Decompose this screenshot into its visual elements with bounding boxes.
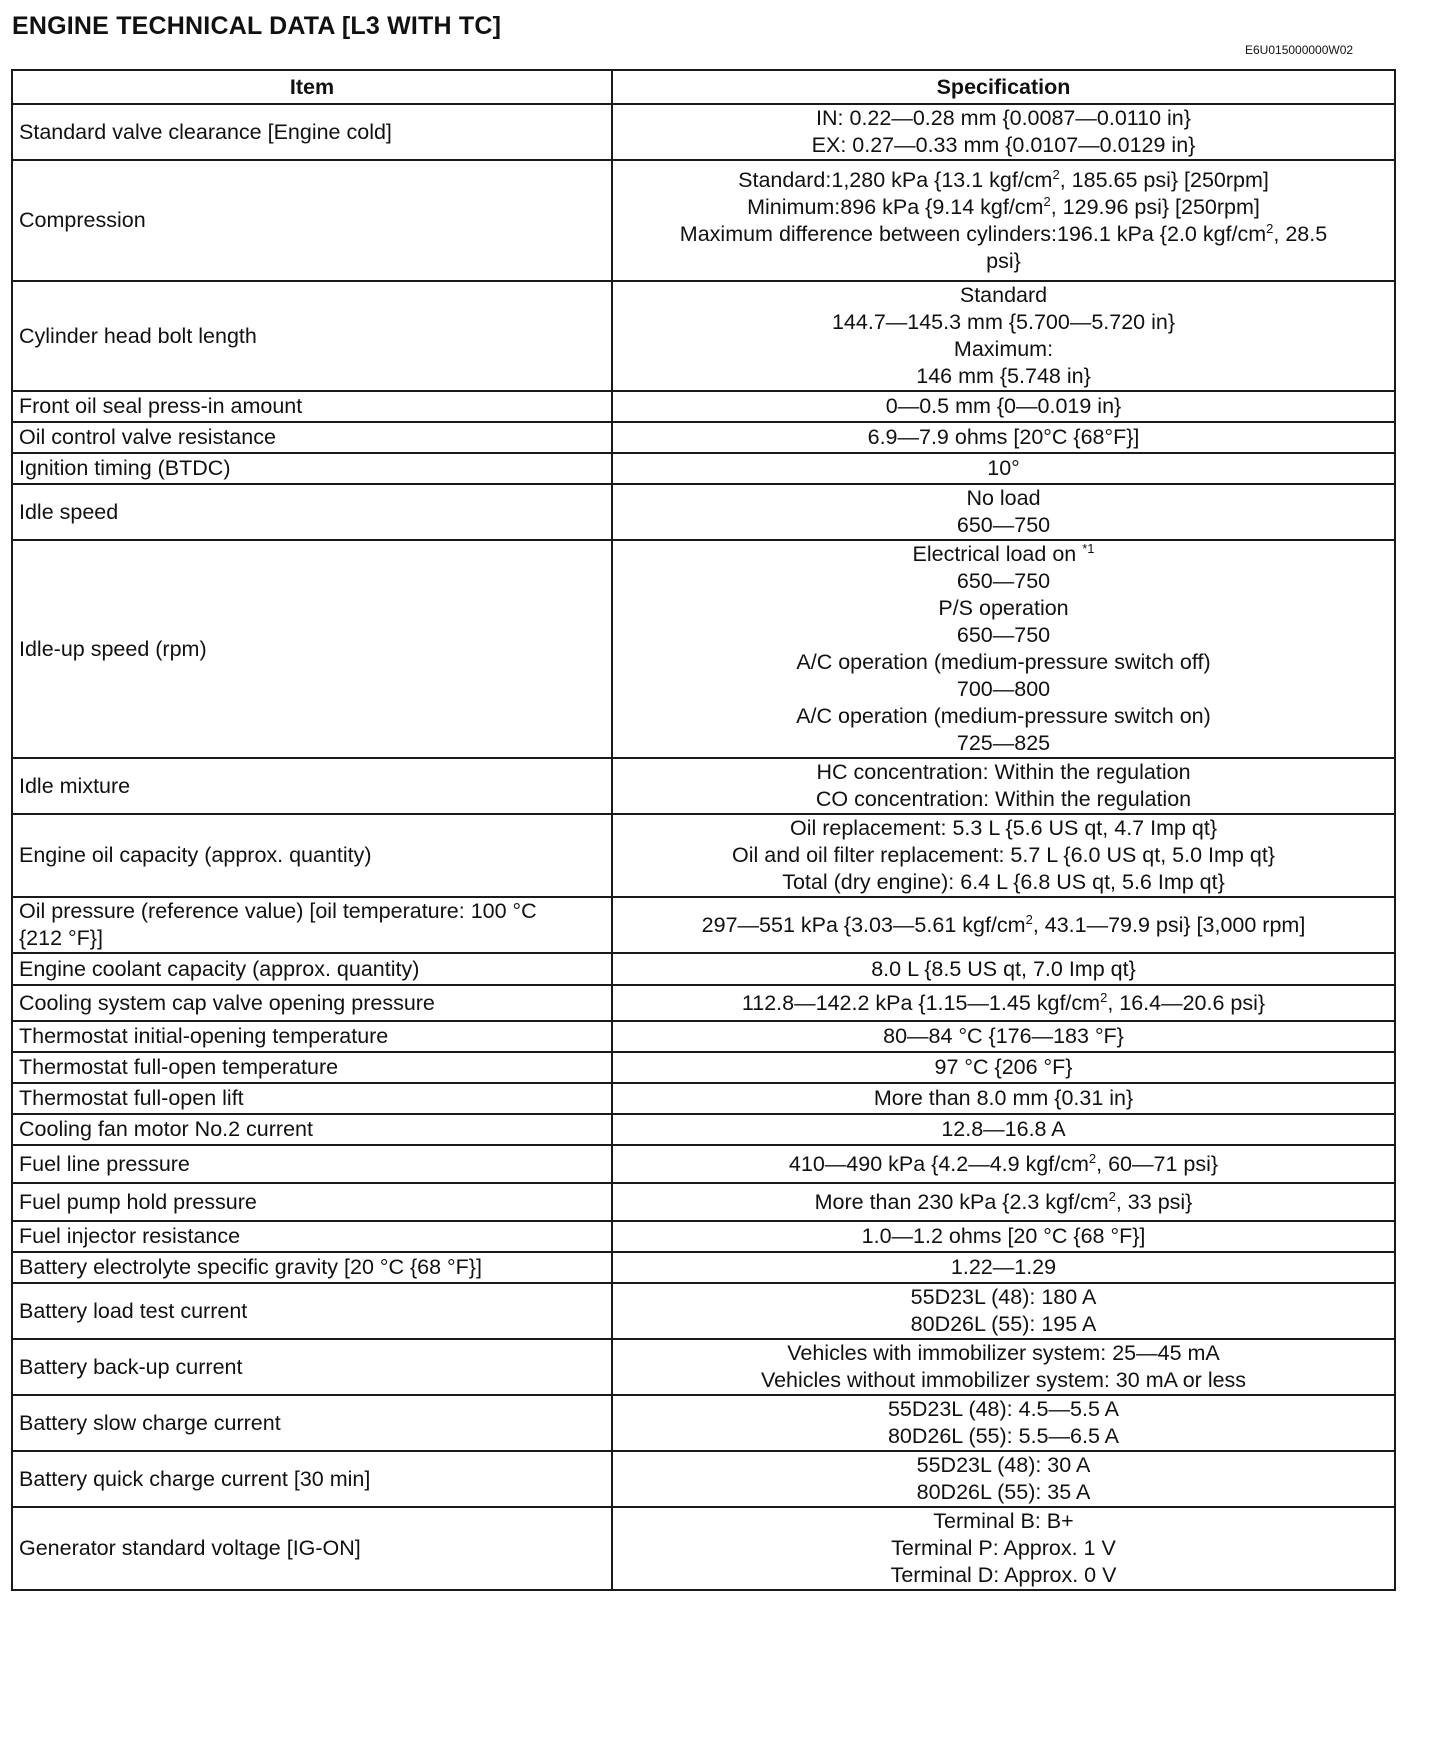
specification-line: 650—750 [956,513,1051,537]
specification-line: P/S operation [938,596,1069,620]
specification-cell [612,953,1395,985]
table-row [12,540,1395,758]
item-text: Generator standard voltage [IG-ON] [19,1536,361,1560]
specification-cell [612,422,1395,453]
item-text: Cooling fan motor No.2 current [19,1117,313,1141]
table-row [12,1252,1395,1283]
item-text: Engine coolant capacity (approx. quantity) [19,956,420,981]
item-cell [12,897,612,953]
document-code: E6U015000000W02 [1245,43,1354,57]
specification-cell [612,160,1395,281]
item-cell [12,422,612,453]
item-text: Cooling system cap valve opening pressure [19,990,435,1015]
item-column-header: Item [12,70,612,104]
item-cell [12,391,612,422]
specification-cell [612,104,1395,160]
specification-cell [612,1507,1395,1590]
specification-cell [612,1283,1395,1339]
specification-cell [612,1021,1395,1052]
specification-line: 97 °C {206 °F} [934,1055,1073,1079]
item-cell [12,758,612,814]
specification-line: Total (dry engine): 6.4 L {6.8 US qt, 5.6 Imp qt} [782,870,1225,894]
specification-line: Terminal D: Approx. 0 V [890,1563,1117,1587]
specification-line: Standard:1,280 kPa {13.1 kgf/$cm^2$, 185.65 psi} [250rpm] [738,166,1269,192]
specification-cell [612,281,1395,391]
item-cell [12,1221,612,1252]
item-cell [12,453,612,484]
specification-cell [612,1052,1395,1083]
table-row [12,104,1395,160]
item-text: Front oil seal press-in amount [19,394,303,418]
item-text: Standard valve clearance [Engine cold] [19,119,392,144]
specification-line: Electrical load on $^{*1}$ [912,541,1095,566]
specification-line: Vehicles without immobilizer system: 30 mA or less [760,1368,1247,1392]
table-row [12,1395,1395,1451]
specification-line: 650—750 [956,569,1051,593]
item-text: Battery slow charge current [19,1410,281,1435]
item-cell [12,160,612,281]
specification-column-header: Specification [612,70,1395,104]
specification-line: 650—750 [956,623,1051,647]
item-cell [12,1507,612,1590]
specification-line: A/C operation (medium-pressure switch on) [796,704,1211,728]
item-text: Engine oil capacity (approx. quantity) [19,843,372,867]
table-row [12,1145,1395,1183]
specification-line: Oil and oil filter replacement: 5.7 L {6.0 US qt, 5.0 Imp qt} [732,843,1275,867]
item-text: Thermostat full-open temperature [19,1055,339,1079]
item-text: Thermostat full-open lift [19,1086,244,1110]
specification-cell [612,814,1395,897]
item-text: Idle-up speed (rpm) [19,636,207,661]
item-cell [12,1451,612,1507]
table-row [12,1114,1395,1145]
item-text: Idle mixture [19,773,131,798]
specification-line: psi} [986,248,1021,273]
specification-line: Terminal B: B+ [933,1509,1074,1533]
specification-line: No load [966,486,1041,510]
table-row [12,453,1395,484]
specification-line: 80D26L (55): 195 A [910,1312,1097,1336]
item-cell [12,1283,612,1339]
specification-cell [612,1183,1395,1221]
specification-line: 112.8—142.2 kPa {1.15—1.45 kgf/$cm^2$, 16.4—20.6 psi} [741,989,1266,1015]
specification-line: Maximum difference between cylinders:196.1 kPa {2.0 kgf/$cm^2$, 28.5 [679,220,1328,246]
specification-line: 55D23L (48): 4.5—5.5 A [887,1397,1120,1421]
specification-line: A/C operation (medium-pressure switch off) [796,650,1211,674]
specification-line: Vehicles with immobilizer system: 25—45 mA [787,1341,1220,1365]
table-row [12,1283,1395,1339]
table-row [12,814,1395,897]
specification-line: 80D26L (55): 35 A [916,1480,1091,1504]
specification-cell [612,1145,1395,1183]
specification-cell [612,1083,1395,1114]
specification-line: 55D23L (48): 180 A [910,1285,1097,1309]
item-text: Battery back-up current [19,1354,243,1379]
item-cell [12,104,612,160]
specification-line: More than 230 kPa {2.3 kgf/$cm^2$, 33 psi} [814,1188,1193,1214]
header-row [12,70,1395,104]
item-cell [12,1083,612,1114]
specification-line: 144.7—145.3 mm {5.700—5.720 in} [831,310,1176,334]
item-cell [12,1052,612,1083]
specification-line: 0—0.5 mm {0—0.019 in} [885,394,1122,418]
item-text: Ignition timing (BTDC) [19,456,231,480]
item-text: Battery electrolyte specific gravity [20 °C {68 °F}] [19,1255,482,1279]
item-cell [12,540,612,758]
table-row [12,897,1395,953]
specification-line: 297—551 kPa {3.03—5.61 kgf/$cm^2$, 43.1—79.9 psi} [3,000 rpm] [701,911,1306,937]
table-row [12,1021,1395,1052]
specification-line: Terminal P: Approx. 1 V [891,1536,1116,1560]
specification-cell [612,484,1395,540]
specification-line: 12.8—16.8 A [941,1117,1066,1141]
table-row [12,1183,1395,1221]
specification-line: 700—800 [956,677,1051,701]
item-text: Battery quick charge current [30 min] [19,1466,371,1491]
table-row [12,281,1395,391]
item-cell [12,1114,612,1145]
specification-cell [612,540,1395,758]
specification-line: Standard [959,283,1048,307]
item-text: Battery load test current [19,1298,248,1323]
specification-cell [612,897,1395,953]
specification-cell [612,1114,1395,1145]
item-text: Cylinder head bolt length [19,323,257,348]
item-cell [12,814,612,897]
table-row [12,1339,1395,1395]
specification-line: EX: 0.27—0.33 mm {0.0107—0.0129 in} [811,133,1196,157]
specification-line: 80—84 °C {176—183 °F} [883,1024,1124,1048]
item-cell [12,1252,612,1283]
specification-line: 8.0 L {8.5 US qt, 7.0 Imp qt} [871,956,1136,981]
specification-line: 10° [987,456,1020,480]
table-row [12,758,1395,814]
item-text: Compression [19,208,146,232]
specification-line: 725—825 [956,731,1051,755]
specification-line: IN: 0.22—0.28 mm {0.0087—0.0110 in} [816,106,1191,130]
specification-cell [612,758,1395,814]
specification-line: 146 mm {5.748 in} [916,364,1091,388]
item-text: Fuel line pressure [19,1151,190,1176]
specification-line: Minimum:896 kPa {9.14 kgf/$cm^2$, 129.96 psi} [250rpm] [747,193,1260,219]
specification-line: 80D26L (55): 5.5—6.5 A [887,1424,1120,1448]
specification-line: 410—490 kPa {4.2—4.9 kgf/$cm^2$, 60—71 psi} [788,1150,1219,1176]
item-text: Fuel pump hold pressure [19,1189,257,1214]
item-cell [12,953,612,985]
specification-line: Oil replacement: 5.3 L {5.6 US qt, 4.7 Imp qt} [789,816,1218,840]
table-row [12,1052,1395,1083]
table-row [12,1221,1395,1252]
table-row [12,422,1395,453]
item-text: Oil pressure (reference value) [oil temperature: 100 °C [19,899,537,923]
table-row [12,391,1395,422]
table-row [12,1507,1395,1590]
specification-line: 55D23L (48): 30 A [916,1453,1091,1477]
item-text: Oil control valve resistance [19,425,276,449]
specification-cell [612,1339,1395,1395]
page-title: ENGINE TECHNICAL DATA [L3 WITH TC] [12,12,502,40]
specification-cell [612,1451,1395,1507]
specification-cell [612,1252,1395,1283]
item-cell [12,1395,612,1451]
specification-cell [612,985,1395,1021]
item-cell [12,985,612,1021]
specification-cell [612,1395,1395,1451]
item-cell [12,484,612,540]
table-row [12,160,1395,281]
specification-line: More than 8.0 mm {0.31 in} [873,1086,1134,1110]
table-row [12,1083,1395,1114]
specification-cell [612,391,1395,422]
specification-line: Maximum: [953,337,1054,361]
table-row [12,953,1395,985]
item-cell [12,1339,612,1395]
item-cell [12,1183,612,1221]
specification-cell [612,453,1395,484]
specification-cell [612,1221,1395,1252]
item-cell [12,1145,612,1183]
engine-spec-table [11,69,1396,1591]
item-text: Idle speed [19,499,119,524]
item-text: Thermostat initial-opening temperature [19,1024,389,1048]
item-cell [12,1021,612,1052]
specification-line: 6.9—7.9 ohms [20°C {68°F}] [867,425,1140,449]
item-text: {212 °F}] [19,926,103,950]
specification-line: HC concentration: Within the regulation [816,760,1191,784]
table-row [12,484,1395,540]
spec-table-body [12,104,1395,1590]
table-row [12,1451,1395,1507]
item-cell [12,281,612,391]
item-text: Fuel injector resistance [19,1224,241,1248]
specification-line: CO concentration: Within the regulation [815,787,1192,811]
specification-line: 1.0—1.2 ohms [20 °C {68 °F}] [861,1224,1146,1248]
table-row [12,985,1395,1021]
specification-line: 1.22—1.29 [950,1255,1057,1279]
